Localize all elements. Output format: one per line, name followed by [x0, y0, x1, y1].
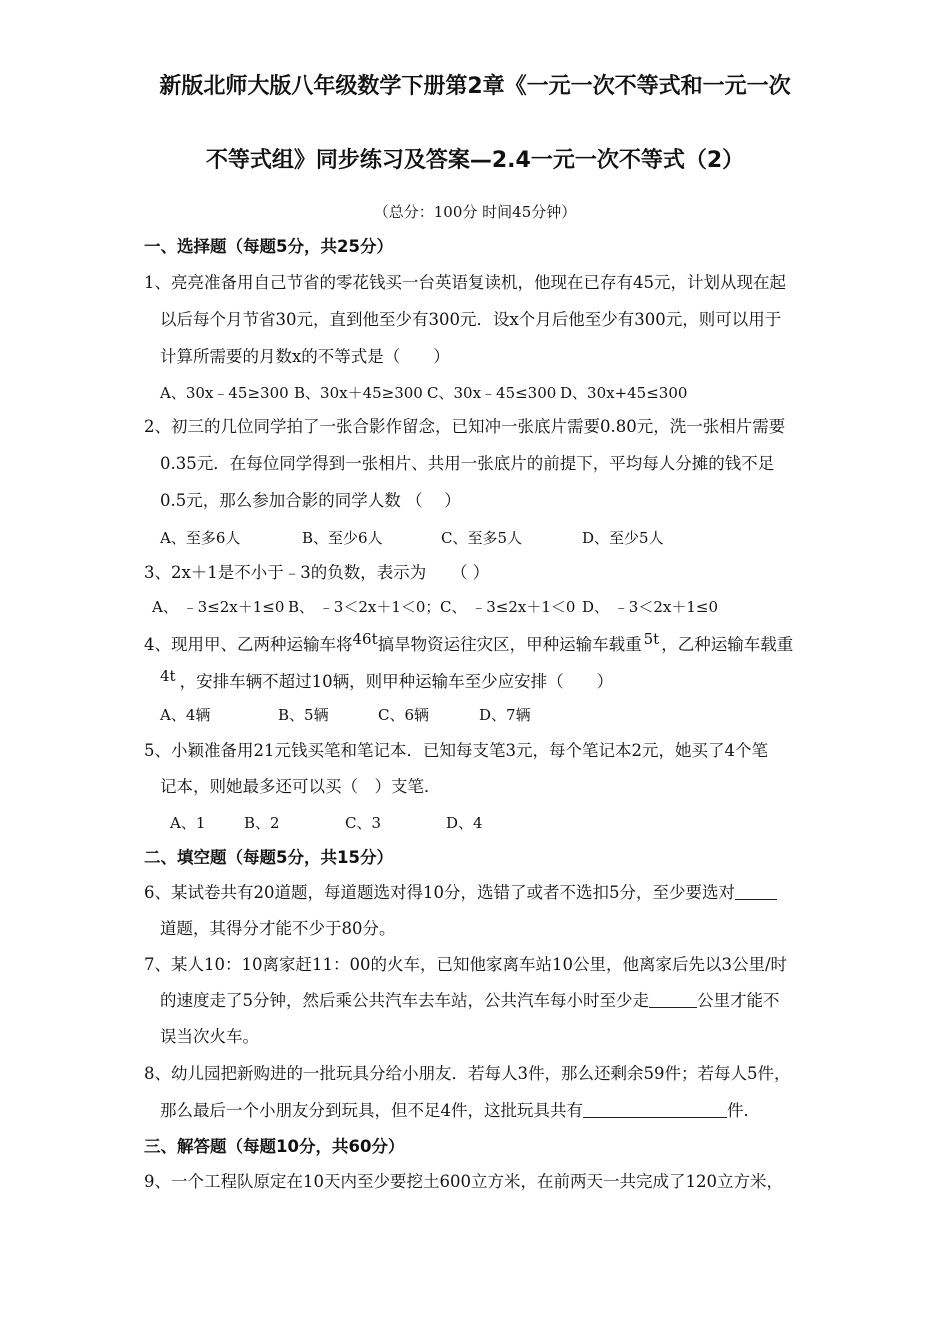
q4-line1: [144, 630, 794, 656]
q1-option-a: A、30x﹣45≥300: [160, 384, 289, 402]
doc-title-line2: 不等式组》同步练习及答案—2.4一元一次不等式（2）: [205, 148, 745, 173]
q3-line1: 3、2x＋1是不小于﹣3的负数，表示为 （ ）: [144, 563, 490, 582]
q5-option-c: C、3: [345, 814, 382, 832]
q4-weight-a: 5t: [643, 630, 660, 648]
q2-line3: 0.5元，那么参加合影的同学人数 （ ）: [160, 491, 461, 510]
q7-line2-text-a: 的速度走了5分钟，然后乘公共汽车去车站，公共汽车每小时至少走: [160, 991, 649, 1010]
q1-line1: 1、亮亮准备用自己节省的零花钱买一台英语复读机，他现在已存有45元，计划从现在起: [144, 273, 786, 292]
q7-line3: 误当次火车。: [160, 1027, 259, 1046]
q6-line2: 道题，其得分才能不少于80分。: [160, 919, 396, 938]
section-heading-choice: 一、选择题（每题5分，共25分）: [144, 237, 393, 256]
q6-line1: [144, 882, 777, 904]
q8-line2-text-b: 件．: [727, 1101, 760, 1120]
q6-answer-blank: [735, 883, 777, 900]
section-heading-solve: 三、解答题（每题10分，共60分）: [144, 1137, 405, 1156]
q5-option-d: D、4: [446, 814, 483, 832]
q8-line2: [160, 1100, 760, 1122]
q7-answer-blank: [649, 991, 697, 1008]
q2-line1: 2、初三的几位同学拍了一张合影作留念，已知冲一张底片需要0.80元，洗一张相片需要: [144, 417, 786, 436]
q5-line1: 5、小颖准备用21元钱买笔和笔记本．已知每支笔3元，每个笔记本2元，她买了4个笔: [144, 741, 768, 760]
q1-option-c: C、30x﹣45≤300: [427, 384, 557, 402]
q4-option-a: A、4辆: [160, 706, 211, 724]
q4-line1-part2: 搞旱物资运往灾区，甲种运输车载重: [377, 635, 642, 654]
q4-line2-text: ，安排车辆不超过10辆，则甲种运输车至少应安排（ ）: [179, 672, 614, 691]
q2-line2: 0.35元．在每位同学得到一张相片、共用一张底片的前提下，平均每人分摊的钱不足: [160, 454, 775, 473]
q8-line1: 8、幼儿园把新购进的一批玩具分给小朋友．若每人3件，那么还剩余59件；若每人5件，: [144, 1064, 791, 1083]
q1-option-b: B、30x＋45≥300: [294, 384, 423, 402]
q4-option-b: B、5辆: [278, 706, 329, 724]
q1-line3: 计算所需要的月数x的不等式是（ ）: [160, 347, 450, 366]
q7-line2-text-b: 公里才能不: [697, 991, 780, 1010]
q2-option-b: B、至少6人: [302, 529, 383, 547]
section-heading-fill: 二、填空题（每题5分，共15分）: [144, 848, 393, 867]
q8-line2-text-a: 那么最后一个小朋友分到玩具，但不足4件，这批玩具共有: [160, 1101, 583, 1120]
q4-line2: [160, 667, 614, 693]
q3-option-d: D、 ﹣3＜2x＋1≤0: [582, 598, 718, 616]
q4-line1-part1: 4、现用甲、乙两种运输车将: [144, 635, 353, 654]
q1-line2: 以后每个月节省30元，直到他至少有300元．设x个月后他至少有300元，则可以用于: [160, 310, 782, 329]
q3-option-a: A、 ﹣3≤2x＋1≤0: [152, 598, 285, 616]
q8-answer-blank: [583, 1101, 727, 1118]
q5-option-b: B、2: [244, 814, 280, 832]
q2-option-c: C、至多5人: [441, 529, 523, 547]
q2-option-a: A、至多6人: [160, 529, 241, 547]
q7-line2: [160, 990, 780, 1012]
q4-option-c: C、6辆: [378, 706, 430, 724]
doc-subtitle: （总分：100分 时间45分钟）: [373, 203, 577, 221]
q2-option-d: D、至少5人: [582, 529, 664, 547]
q1-option-d: D、30x+45≤300: [560, 384, 688, 402]
q4-line1-part3: ，乙种运输车载重: [661, 635, 794, 654]
q4-weight-total: 46t: [352, 630, 378, 648]
q6-line1-text: 6、某试卷共有20道题，每道题选对得10分，选错了或者不选扣5分，至少要选对: [144, 883, 735, 902]
q9-line1: 9、一个工程队原定在10天内至少要挖土600立方米，在前两天一共完成了120立方米，: [144, 1172, 783, 1191]
q3-option-c: C、 ﹣3≤2x＋1＜0: [440, 598, 576, 616]
q5-line2: 记本，则她最多还可以买（ ）支笔．: [160, 777, 441, 796]
q3-option-b: B、 ﹣3＜2x＋1＜0；: [288, 598, 441, 616]
q7-line1: 7、某人10：10离家赶11：00的火车，已知他家离车站10公里，他离家后先以3公里/时: [144, 955, 788, 974]
q4-weight-b: 4t: [160, 667, 176, 685]
doc-title-line1: 新版北师大版八年级数学下册第2章《一元一次不等式和一元一次: [159, 74, 791, 99]
q4-option-d: D、7辆: [479, 706, 531, 724]
q5-option-a: A、1: [170, 814, 206, 832]
